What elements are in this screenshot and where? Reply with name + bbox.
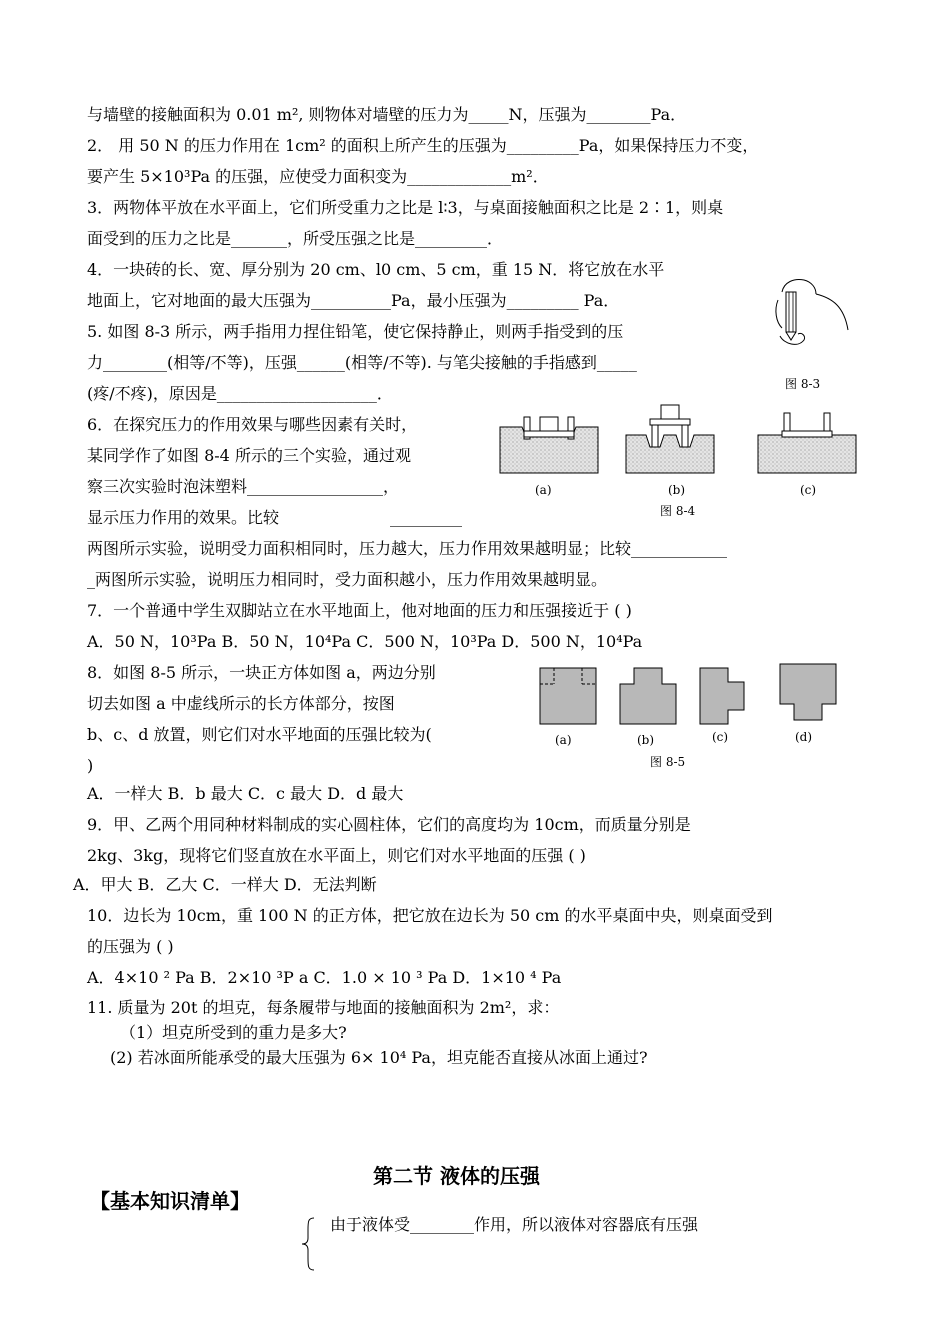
q8-line-2: 切去如图 a 中虚线所示的长方体部分，按图	[87, 694, 395, 713]
q2-line: 2． 用 50 N 的压力作用在 1cm² 的面积上所产生的压强为_________Pa，如果保持压力不变，	[87, 136, 759, 155]
fig-8-4-b	[626, 405, 714, 473]
line-1: 与墙壁的接触面积为 0.01 m², 则物体对墙壁的压力为_____N，压强为________Pa．	[87, 105, 687, 124]
q4-line-2: 地面上，它对地面的最大压强为__________Pa，最小压强为_________ Pa．	[87, 291, 620, 310]
q5-line-3: (疼/不疼)，原因是____________________．	[87, 384, 393, 403]
q10-line-2: 的压强为 ( )	[87, 937, 174, 956]
fig-8-4-a	[500, 417, 598, 473]
fig-8-5-label-d: (d)	[795, 730, 813, 744]
fig-8-4-label-c: (c)	[800, 483, 817, 497]
q10-line: 10．边长为 10cm，重 100 N 的正方体，把它放在边长为 50 cm 的水平桌面中央，则桌面受到	[87, 906, 773, 925]
q6-line-2: 某同学作了如图 8-4 所示的三个实验，通过观	[87, 446, 411, 465]
fig-8-4-caption: 图 8-4	[660, 504, 696, 518]
q5-line-2: 力________(相等/不等)，压强______(相等/不等). 与笔尖接触的手指感到_____	[87, 353, 637, 372]
q3-line: 3．两物体平放在水平面上，它们所受重力之比是 l∶3，与桌面接触面积之比是 2∶1，则桌	[87, 198, 724, 217]
fig-8-4-foam-experiments	[500, 405, 860, 485]
fig-8-5-a	[540, 668, 596, 724]
fig-8-5-c	[700, 668, 744, 724]
q3-line-2: 面受到的压力之比是_______，所受压强之比是_________．	[87, 229, 504, 248]
q8-line: 8．如图 8-5 所示，一块正方体如图 a，两边分别	[87, 663, 436, 682]
q5-line: 5. 如图 8-3 所示，两手指用力捏住铅笔，使它保持静止，则两手指受到的压	[87, 322, 624, 341]
q9-options: A．甲大 B．乙大 C．一样大 D．无法判断	[73, 875, 377, 894]
fig-8-4-label-b: (b)	[668, 483, 686, 497]
q7-line: 7．一个普通中学生双脚站立在水平地面上，他对地面的压力和压强接近于 ( )	[87, 601, 632, 620]
section-title: 第二节 液体的压强	[373, 1164, 540, 1188]
q2-line-2: 要产生 5×10³Pa 的压强，应使受力面积变为_____________m²．	[87, 167, 549, 186]
q6-line: 6．在探究压力的作用效果与哪些因素有关时，	[87, 415, 418, 434]
fig-8-5-b	[620, 668, 676, 724]
fig-8-5-caption: 图 8-5	[650, 755, 686, 769]
q8-options: A．一样大 B．b 最大 C．c 最大 D．d 最大	[87, 784, 404, 803]
fig-8-3-caption: 图 8-3	[785, 377, 821, 391]
q8-line-3: b、c、d 放置，则它们对水平地面的压强比较为(	[87, 725, 432, 744]
left-brace-icon	[300, 1216, 320, 1272]
q6-line-6: _两图所示实验，说明压力相同时，受力面积越小，压力作用效果越明显。	[87, 570, 608, 589]
fig-8-4-label-a: (a)	[535, 483, 552, 497]
q6-line-5: 两图所示实验，说明受力面积相同时，压力越大，压力作用效果越明显；比较____________	[87, 539, 728, 558]
q9-line-2: 2kg、3kg，现将它们竖直放在水平面上，则它们对水平地面的压强 ( )	[87, 846, 586, 865]
q6-line-4: 显示压力作用的效果。比较	[87, 508, 280, 527]
knowledge-title: 【基本知识清单】	[90, 1189, 250, 1213]
q4-line: 4．一块砖的长、宽、厚分别为 20 cm、l0 cm、5 cm，重 15 N．将它放在水平	[87, 260, 665, 279]
q6-blank: _________	[390, 508, 462, 527]
q7-options: A．50 N，10³Pa B．50 N，10⁴Pa C．500 N，10³Pa D．500 N，10⁴Pa	[87, 632, 643, 651]
q8-line-4: )	[87, 756, 94, 775]
q11-line: 11. 质量为 20t 的坦克，每条履带与地面的接触面积为 2m²，求：	[87, 998, 560, 1017]
fig-8-5-label-b: (b)	[637, 733, 655, 747]
q11-part-1: （1）坦克所受到的重力是多大?	[120, 1023, 347, 1042]
q9-line: 9．甲、乙两个用同种材料制成的实心圆柱体，它们的高度均为 10cm，而质量分别是	[87, 815, 691, 834]
q6-line-3: 察三次实验时泡沫塑料_________________，	[87, 477, 400, 496]
fig-8-5-label-a: (a)	[555, 733, 572, 747]
q10-options: A．4×10 ² Pa B．2×10 ³P a C．1.0 × 10 ³ Pa D．1×10 ⁴ Pa	[87, 968, 562, 987]
bracket-line: 由于液体受________作用，所以液体对容器底有压强	[330, 1215, 699, 1234]
fig-8-3-pencil-image	[772, 270, 852, 360]
fig-8-5-cubes	[540, 664, 840, 724]
fig-8-4-c	[758, 413, 856, 473]
q11-part-2: (2) 若冰面所能承受的最大压强为 6× 10⁴ Pa，坦克能否直接从冰面上通过?	[110, 1048, 648, 1067]
fig-8-5-label-c: (c)	[712, 730, 729, 744]
fig-8-5-d	[780, 664, 836, 720]
